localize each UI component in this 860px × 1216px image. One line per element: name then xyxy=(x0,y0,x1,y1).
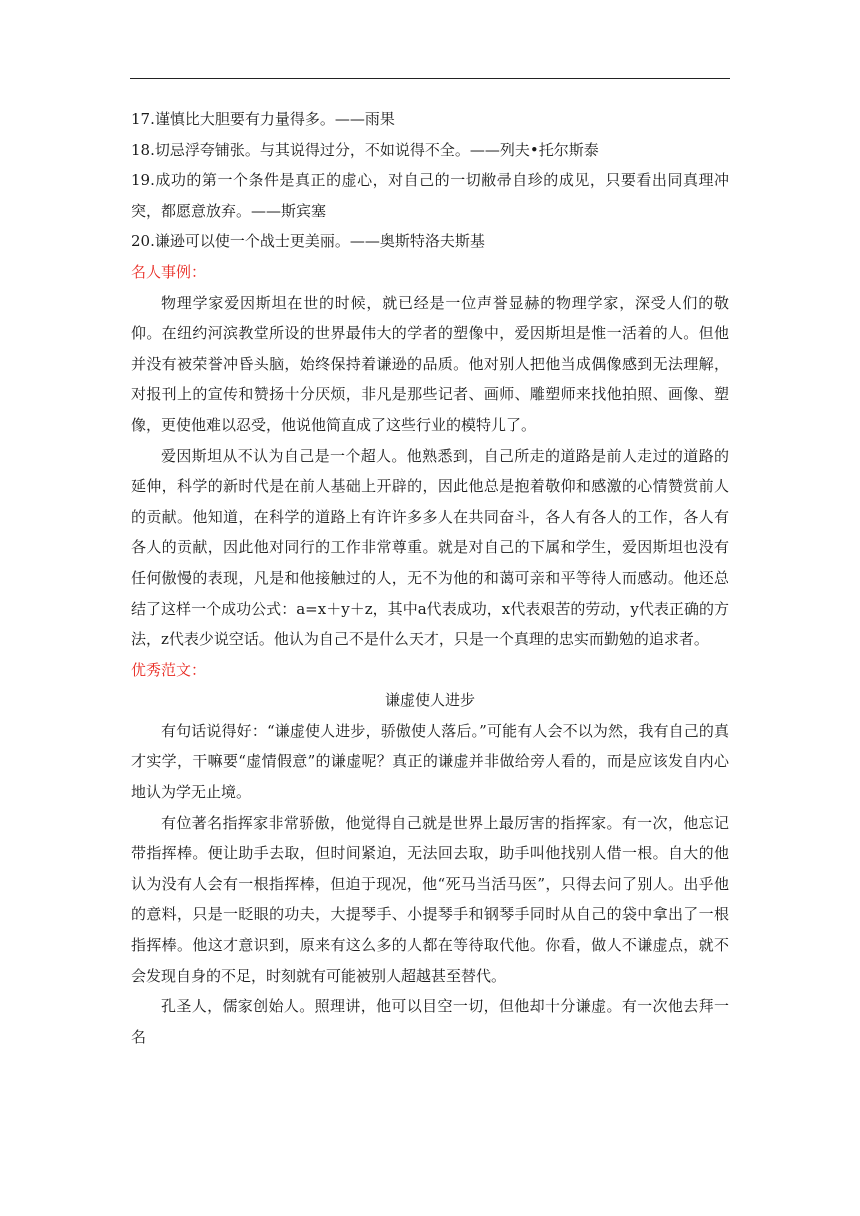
header-rule xyxy=(130,78,730,79)
essay-paragraph-2: 有位著名指挥家非常骄傲，他觉得自己就是世界上最厉害的指挥家。有一次，他忘记带指挥棒。便让助手去取，但时间紧迫，无法回去取，助手叫他找别人借一根。自大的他认为没有人会有一根指挥棒，但迫于现况，他“死马当活马医”，只得去问了别人。出乎他的意料，只是一眨眼的功夫，大提琴手、小提琴手和钢琴手同时从自己的袋中拿出了一根指挥棒。他这才意识到，原来有这么多的人都在等待取代他。你看，做人不谦虚点，就不会发现自身的不足，时刻就有可能被别人超越甚至替代。 xyxy=(131,813,729,985)
essay-paragraph-3: 孔圣人，儒家创始人。照理讲，他可以目空一切，但他却十分谦虚。有一次他去拜一名 xyxy=(131,997,729,1046)
essay-title: 谦虚使人进步 xyxy=(384,691,475,710)
quote-19: 19.成功的第一个条件是真正的虚心，对自己的一切敝帚自珍的成见，只要看出同真理冲突，都愿意放弃。——斯宾塞 xyxy=(131,171,729,220)
document-body xyxy=(131,104,729,1052)
quote-18: 18.切忌浮夸铺张。与其说得过分，不如说得不全。——列夫•托尔斯泰 xyxy=(131,140,599,159)
einstein-paragraph-1: 物理学家爱因斯坦在世的时候，就已经是一位声誉显赫的物理学家，深受人们的敬仰。在纽约河滨教堂所设的世界最伟大的学者的塑像中，爱因斯坦是惟一活着的人。但他并没有被荣誉冲昏头脑，始终保持着谦逊的品质。他对别人把他当成偶像感到无法理解，对报刊上的宣传和赞扬十分厌烦，非凡是那些记者、画师、雕塑师来找他拍照、画像、塑像，更使他难以忍受，他说他简直成了这些行业的模特儿了。 xyxy=(131,293,729,434)
essay-paragraph-1: 有句话说得好：“谦虚使人进步，骄傲使人落后。”可能有人会不以为然，我有自己的真才实学，干嘛要“虚情假意”的谦虚呢？真正的谦虚并非做给旁人看的，而是应该发自内心地认为学无止境。 xyxy=(131,721,729,802)
model-essay-heading: 优秀范文： xyxy=(131,660,207,679)
famous-examples-heading: 名人事例： xyxy=(131,262,207,281)
quote-20: 20.谦逊可以使一个战士更美丽。——奥斯特洛夫斯基 xyxy=(131,232,485,251)
einstein-paragraph-2: 爱因斯坦从不认为自己是一个超人。他熟悉到，自己所走的道路是前人走过的道路的延伸，科学的新时代是在前人基础上开辟的，因此他总是抱着敬仰和感激的心情赞赏前人的贡献。他知道，在科学的道路上有许许多多人在共同奋斗，各人有各人的工作，各人有各人的贡献，因此他对同行的工作非常尊重。就是对自己的下属和学生，爱因斯坦也没有任何傲慢的表现，凡是和他接触过的人，无不为他的和蔼可亲和平等待人而感动。他还总结了这样一个成功公式：a=x＋y＋z，其中a代表成功，x代表艰苦的劳动，y代表正确的方法，z代表少说空话。他认为自己不是什么天才，只是一个真理的忠实而勤勉的追求者。 xyxy=(131,446,729,649)
quote-17: 17.谨慎比大胆要有力量得多。——雨果 xyxy=(131,110,395,128)
